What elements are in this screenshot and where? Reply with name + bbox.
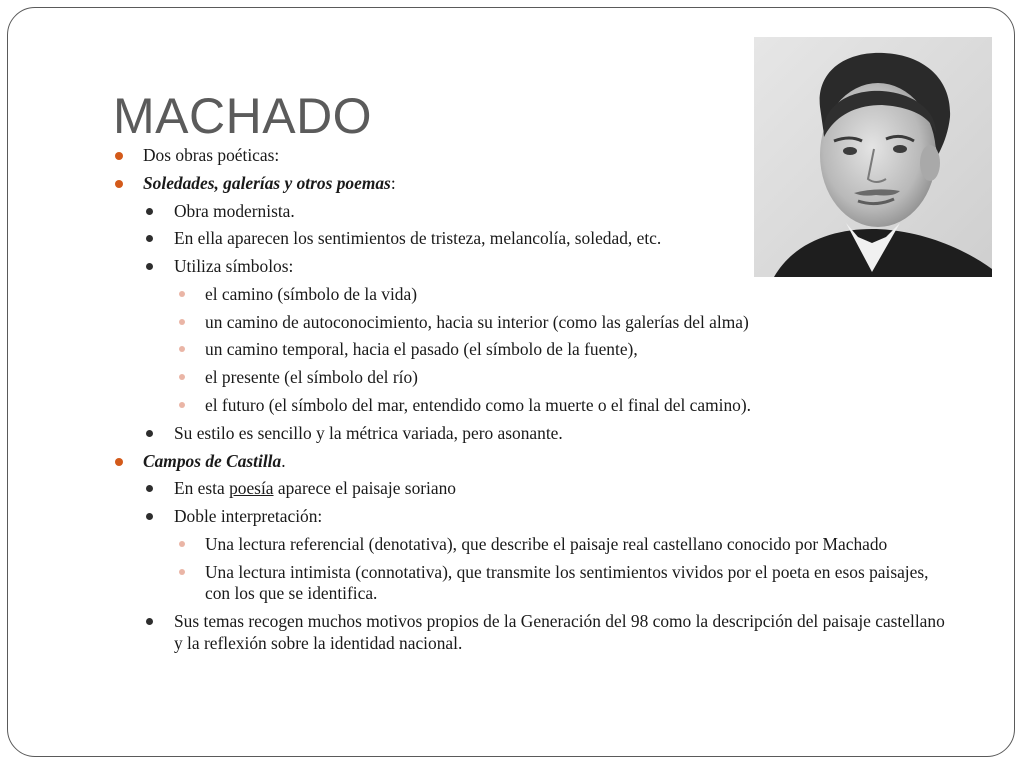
list-item-text: Una lectura intimista (connotativa), que transmite los sentimientos vividos por el poeta en esos paisajes, con los que se identifica. (205, 561, 929, 604)
list-item-intro (113, 145, 953, 167)
bullet-icon (179, 346, 185, 352)
list-item-soledades (113, 173, 953, 445)
bullet-icon (146, 513, 153, 520)
list-item-text: un camino de autoconocimiento, hacia su interior (como las galerías del alma) (205, 311, 749, 332)
bullet-icon (146, 208, 153, 215)
bullet-icon (179, 402, 185, 408)
intro-text: Dos obras poéticas: (143, 145, 280, 165)
list-item-text: un camino temporal, hacia el pasado (el símbolo de la fuente), (205, 339, 638, 360)
list-item (143, 228, 953, 250)
list-item (143, 478, 953, 500)
bullet-icon (146, 618, 153, 625)
bullet-icon (179, 374, 185, 380)
list-item (143, 423, 953, 445)
bullet-icon (115, 180, 123, 188)
list-item (143, 611, 953, 654)
interpretations-list (174, 534, 953, 605)
bullet-list (113, 145, 953, 654)
soledades-suffix: : (390, 172, 396, 193)
list-item-text: Sus temas recogen muchos motivos propios de la Generación del 98 como la descripción del paisaje castellano y la reflexión sobre la identidad nacional. (174, 611, 945, 653)
slide-content (113, 145, 953, 660)
list-item-text: Su estilo es sencillo y la métrica variada, pero asonante. (174, 422, 563, 443)
list-item (174, 395, 953, 417)
bullet-icon (146, 235, 153, 242)
list-item-text-after: aparece el paisaje soriano (273, 478, 456, 499)
bullet-icon (146, 430, 153, 437)
bullet-icon (115, 152, 123, 160)
list-item-text: Una lectura referencial (denotativa), que describe el paisaje real castellano conocido por Machado (205, 533, 888, 554)
campos-title: Campos de Castilla (143, 450, 282, 471)
bullet-icon (115, 458, 123, 466)
list-item (174, 284, 953, 306)
list-item-campos (113, 451, 953, 655)
bullet-icon (179, 319, 185, 325)
list-item-text: Doble interpretación: (174, 506, 323, 527)
slide-title: MACHADO (113, 88, 373, 144)
soledades-title: Soledades, galerías y otros poemas (143, 172, 391, 193)
list-item (143, 506, 953, 605)
bullet-icon (179, 291, 185, 297)
list-item-text: el futuro (el símbolo del mar, entendido como la muerte o el final del camino). (205, 395, 751, 416)
bullet-icon (146, 263, 153, 270)
list-item-text: el camino (símbolo de la vida) (205, 283, 418, 304)
bullet-icon (179, 541, 185, 547)
list-item (174, 367, 953, 389)
list-item (174, 339, 953, 361)
list-item (143, 201, 953, 223)
list-item (143, 256, 953, 417)
list-item (174, 312, 953, 334)
symbols-list (174, 284, 953, 417)
list-item-text-before: En esta (174, 478, 230, 499)
list-item-text: Utiliza símbolos: (174, 256, 294, 277)
campos-suffix: . (281, 450, 286, 471)
soledades-list (143, 201, 953, 445)
list-item (174, 534, 953, 556)
list-item-text: el presente (el símbolo del río) (205, 367, 418, 388)
campos-list (143, 478, 953, 654)
list-item-text: En ella aparecen los sentimientos de tristeza, melancolía, soledad, etc. (174, 228, 662, 249)
list-item (174, 562, 953, 605)
bullet-icon (146, 485, 153, 492)
poesia-link[interactable]: poesía (229, 478, 274, 499)
list-item-text: Obra modernista. (174, 200, 295, 221)
bullet-icon (179, 569, 185, 575)
